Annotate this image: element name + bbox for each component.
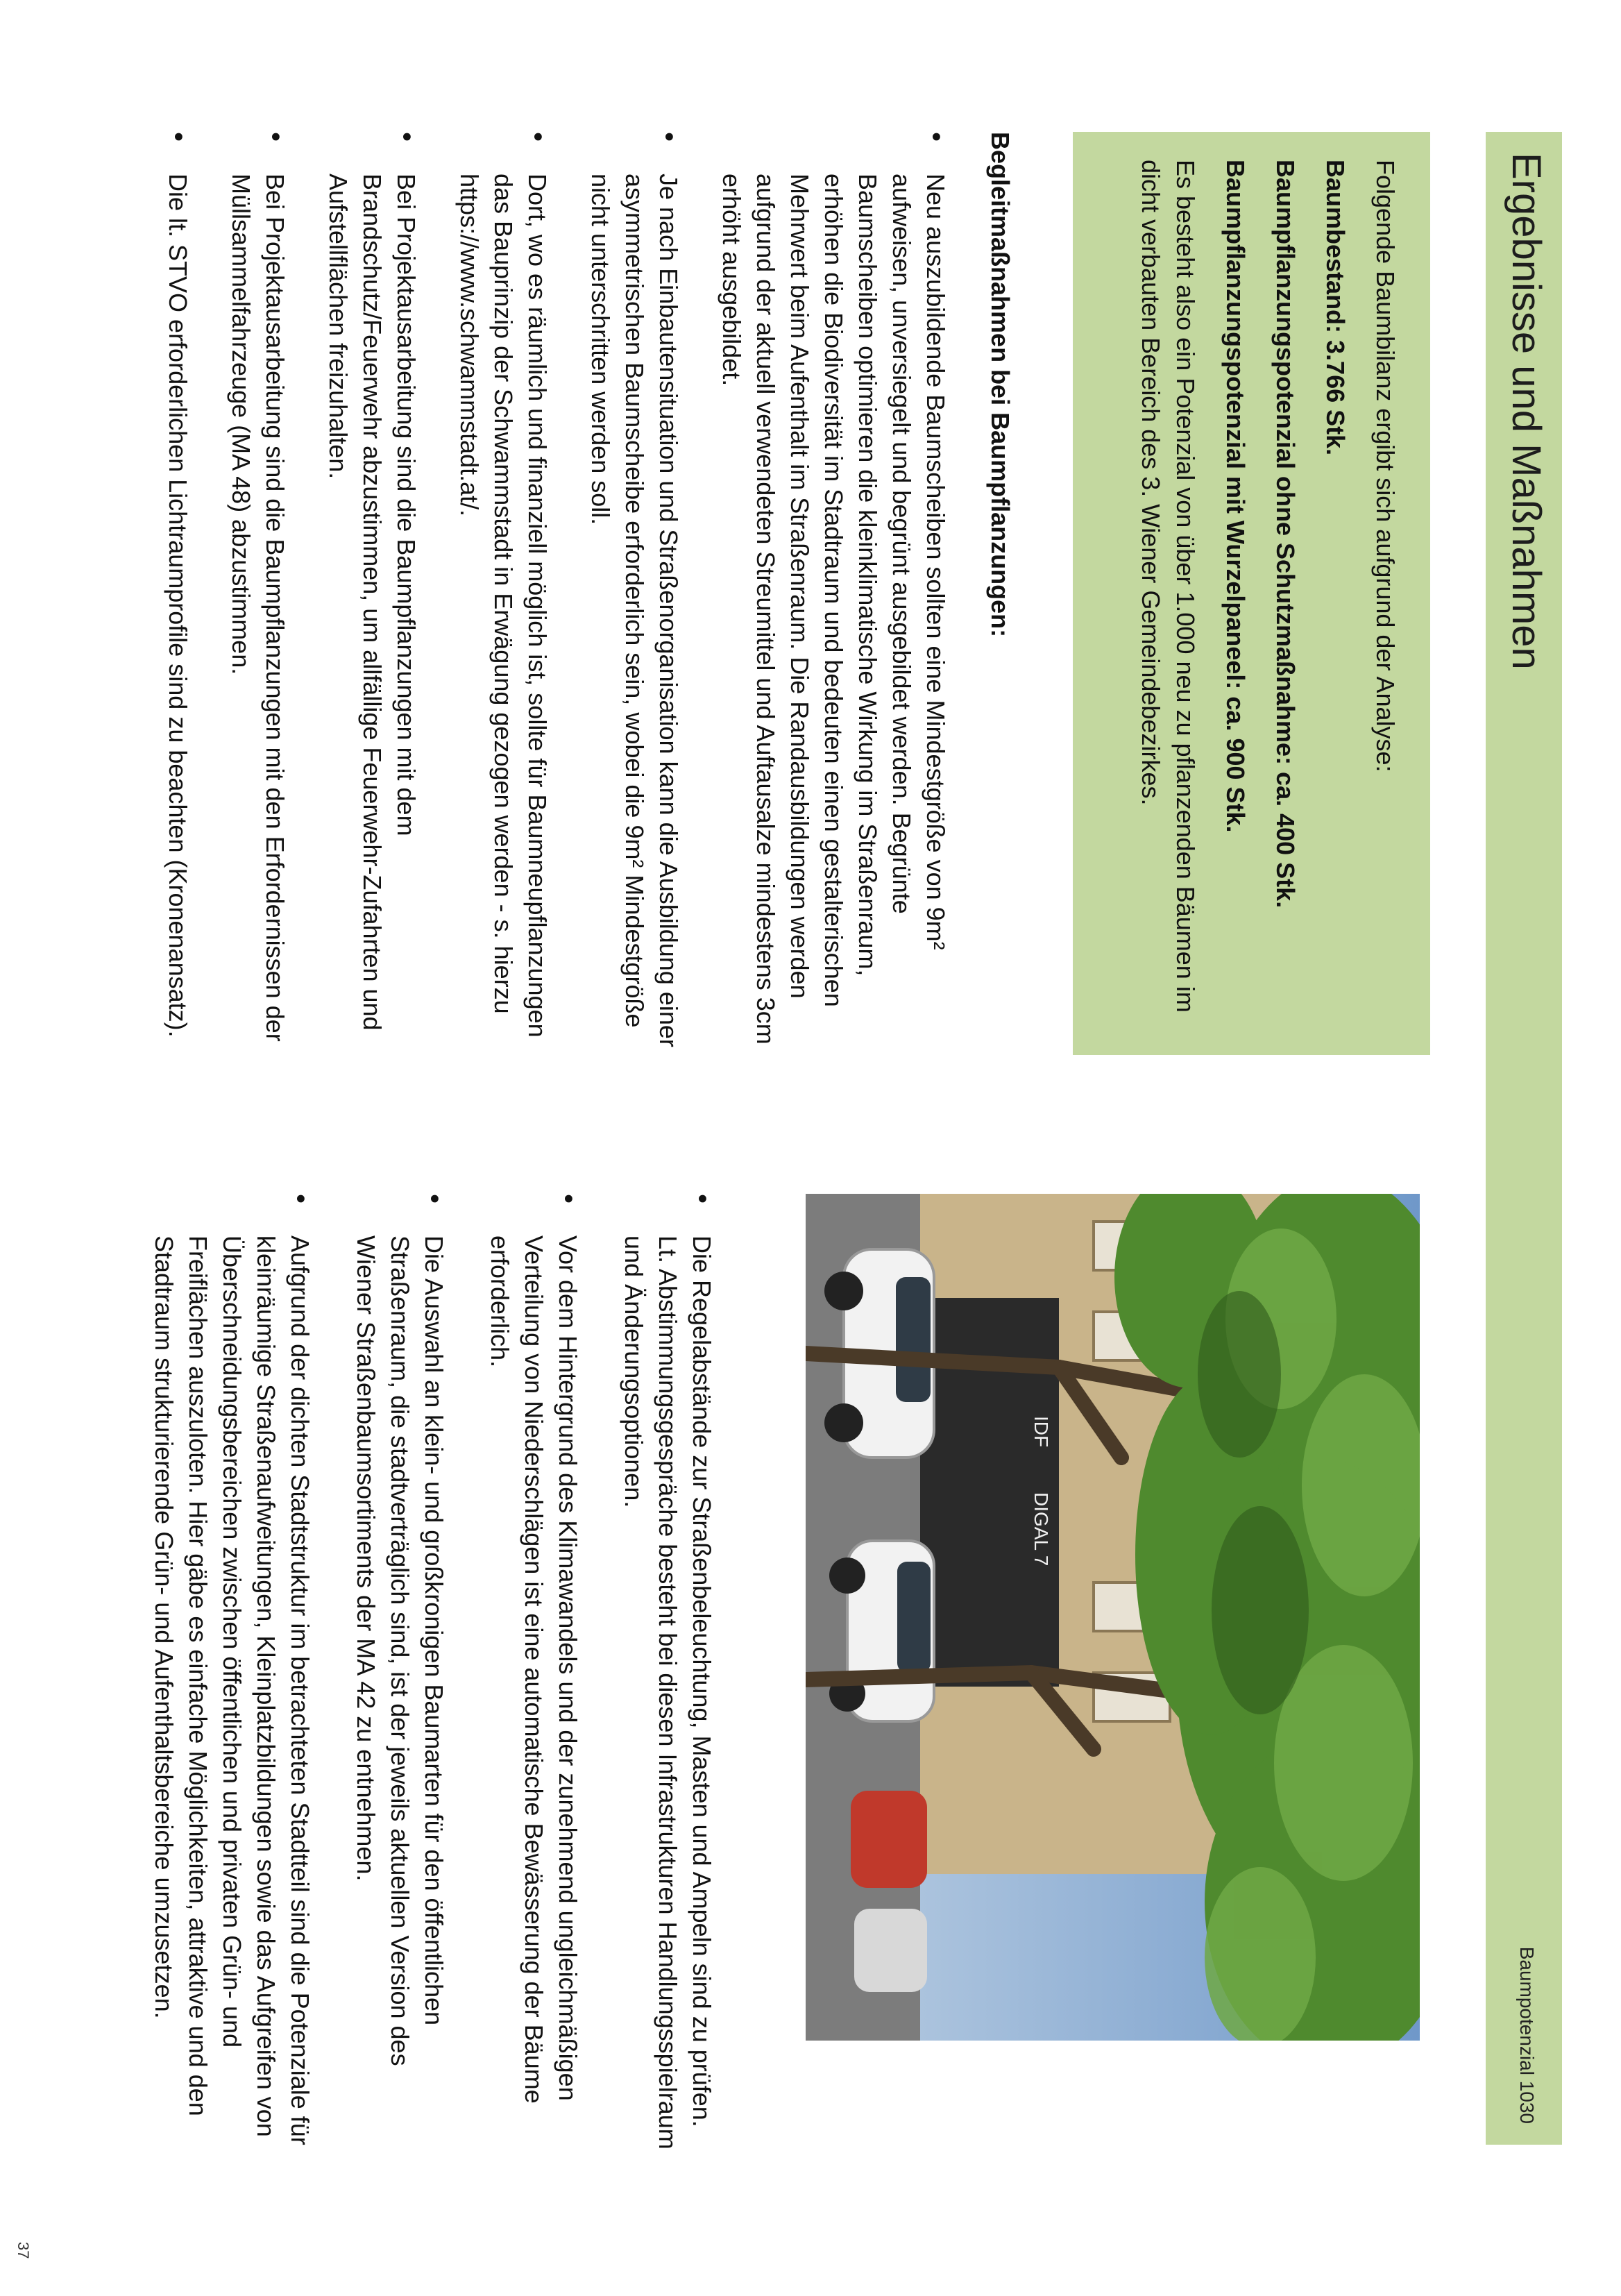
list-item: • Die Auswahl an klein- und großkronigen Baumarten für den öffentlichen Straßenraum, die stadtverträglich sind, ist der jeweils aktuellen Version des Wiener Straßenbaumsortiments der MA 42 zu entnehmen. <box>349 1194 451 2152</box>
list-item: • Neu auszubildende Baumscheiben sollten eine Mindestgröße von 9m² aufweisen, unversiegelt und begrünt ausgebildet werden. Begrünte Baumscheiben optimieren die kleinklimatische Wirkung im Straßenraum, erhöhen die Biodiversität im Stadtraum und bedeuten einen gestalterischen Mehrwert beim Aufenthalt im Straßenraum. Die Randausbildungen werden aufgrund der aktuell verwendeten Streumittel und Auftausalze mindestens 3cm erhöht ausgebildet. <box>715 132 953 1055</box>
notes-list <box>147 1194 719 2152</box>
list-item: • Vor dem Hintergrund des Klimawandels und der zunehmend ungleichmäßigen Verteilung von Niederschlägen ist eine automatische Bewässerung der Bäume erforderlich. <box>483 1194 585 2152</box>
list-item: • Aufgrund der dichten Stadtstruktur im betrachteten Stadtteil sind die Potenziale für kleinräumige Straßenaufweitungen, Kleinplatzbildungen sowie das Aufgreifen von Überschneidungsbereichen zwischen öffentlichen und privaten Grün- und Freiflächen auszuloten. Hier gäbe es einfache Möglichkeiten, attraktive und den Stadtraum strukturierende Grün- und Aufenthaltsbereiche umzusetzen. <box>147 1194 317 2152</box>
list-item: • Die lt. STVO erforderlichen Lichtraumprofile sind zu beachten (Kronenansatz). <box>161 132 195 1055</box>
summary-box <box>1073 132 1430 1055</box>
potential-with-root-panel: Baumpflanzungspotenzial mit Wurzelpaneel: ca. 900 Stk. <box>1221 160 1250 833</box>
page-title: Ergebnisse und Maßnahmen <box>1504 153 1549 670</box>
list-item: • Die Regelabstände zur Straßenbeleuchtung, Masten und Ampeln sind zu prüfen. Lt. Abstimmungsgespräche besteht bei diesen Infrastrukturen Handlungsspielraum und Änderungsoptionen. <box>617 1194 719 2152</box>
summary-intro: Folgende Baumbilanz ergibt sich aufgrund der Analyse: <box>1371 160 1400 773</box>
shop-sign: IDF <box>1030 1416 1052 1448</box>
potential-without-protection: Baumpflanzungspotenzial ohne Schutzmaßnahme: ca. 400 Stk. <box>1271 160 1300 909</box>
measures-heading: Begleitmaßnahmen bei Baumpflanzungen: <box>986 132 1015 638</box>
street-tree-photo <box>806 1194 1420 2041</box>
street-tree-photo-graphic <box>806 1194 1420 2041</box>
list-item: • Dort, wo es räumlich und finanziell möglich ist, sollte für Baumneupflanzungen das Bauprinzip der Schwammstadt in Erwägung gezogen werden - s. hierzu https://www.schwammstadt.at/. <box>452 132 554 1055</box>
summary-conclusion: Es besteht also ein Potenzial von über 1.000 neu zu pflanzenden Bäumen im dicht verbauten Bereich des 3. Wiener Gemeindebezirkes. <box>1137 160 1200 1013</box>
list-item: • Je nach Einbautensituation und Straßenorganisation kann die Ausbildung einer asymmetrischen Baumscheibe erforderlich sein, wobei die 9m² Mindestgröße nicht unterschritten werden soll. <box>584 132 686 1055</box>
tree-stock: Baumbestand: 3.766 Stk. <box>1321 160 1350 456</box>
title-bar <box>1486 132 1562 2145</box>
notes-section <box>115 1194 719 2152</box>
measures-list <box>161 132 953 1055</box>
list-item: • Bei Projektausarbeitung sind die Baumpflanzungen mit den Erfordernissen der Müllsammelfahrzeuge (MA 48) abzustimmen. <box>224 132 292 1055</box>
page-number: 37 <box>15 2242 32 2259</box>
section-label: Baumpotenzial 1030 <box>1516 1946 1538 2124</box>
list-item: • Bei Projektausarbeitung sind die Baumpflanzungen mit dem Brandschutz/Feuerwehr abzustimmen, um allfällige Feuerwehr-Zufahrten und Aufstellflächen freizuhalten. <box>321 132 423 1055</box>
measures-section <box>132 132 1017 1055</box>
shop-sign: DIGAL 7 <box>1030 1492 1052 1567</box>
